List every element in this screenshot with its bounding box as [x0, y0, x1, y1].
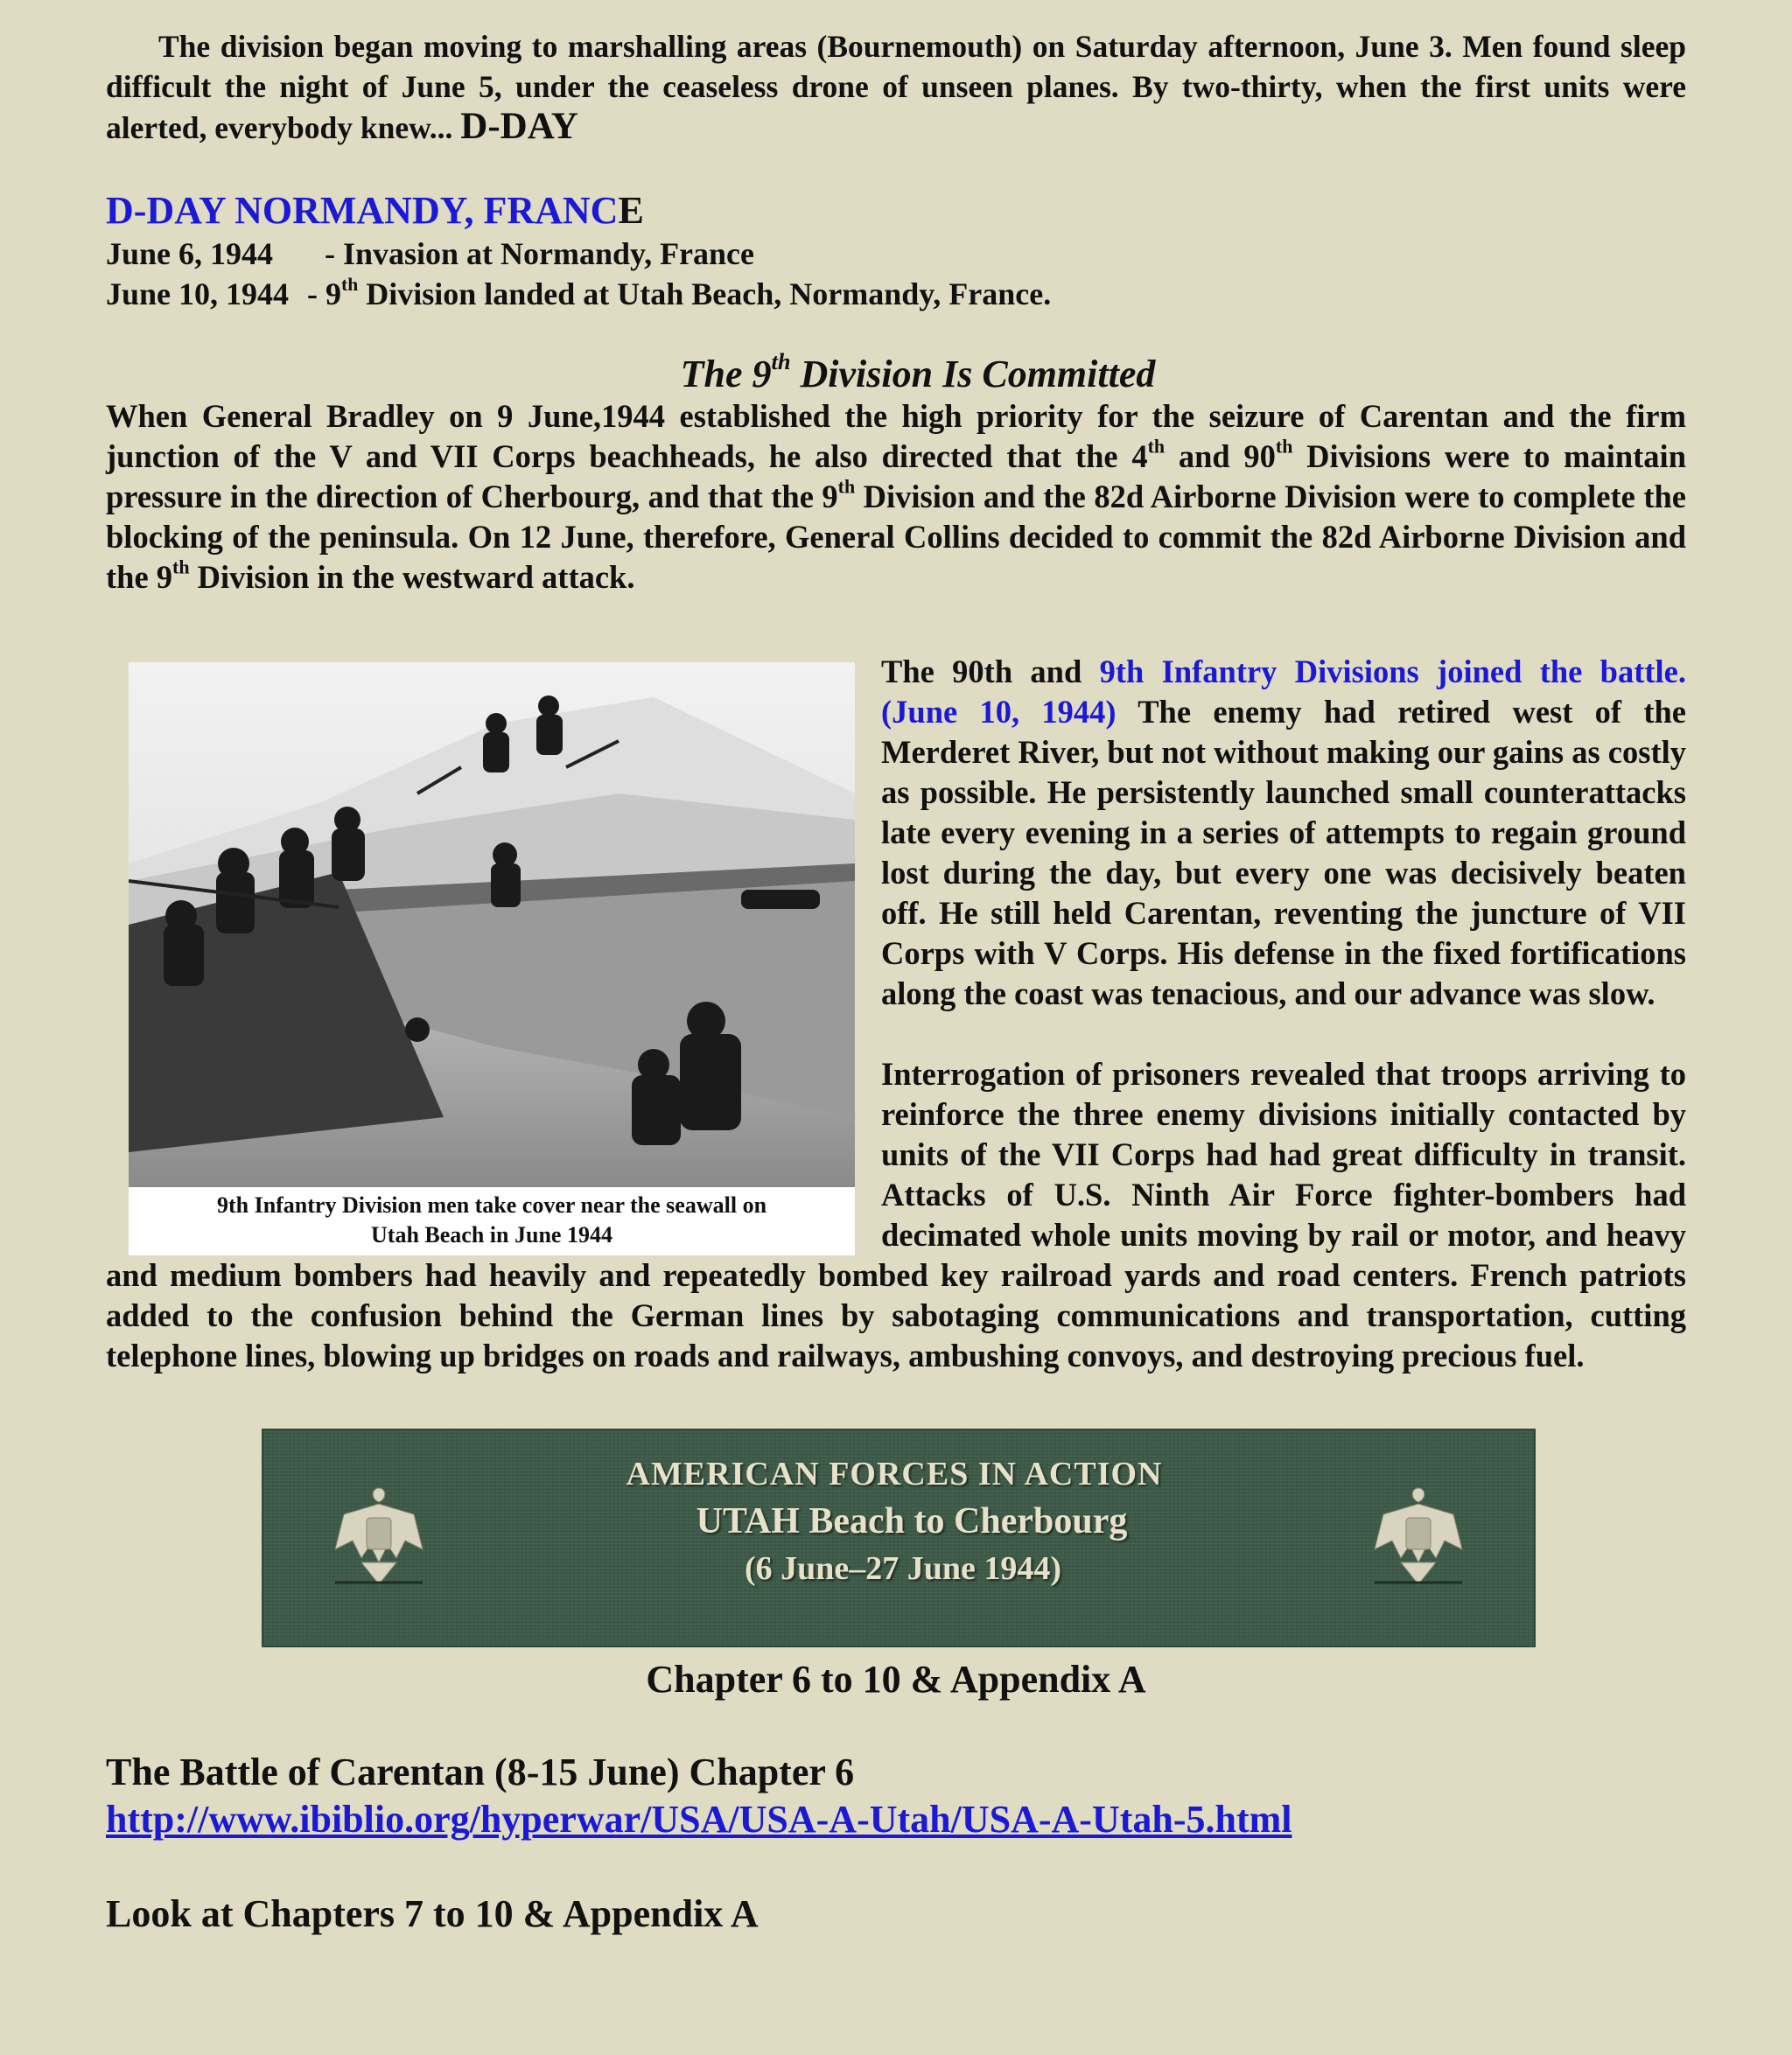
committed-sup-4: th — [172, 556, 190, 578]
beach-photo — [129, 662, 855, 1255]
battle-text: The enemy had retired west of the Merderet River, but not without making our gains as costly as possible. He persistently launched small counterattacks late every evening in a series of attempts to regain ground lost during the day, but every one was decisively beaten off. He still held Carentan, reventing the juncture of VII Corps with V Corps. His defense in the fixed fortifications along the coast was tenacious, and our advance was slow. — [881, 694, 1687, 1011]
photo-caption-line-1: 9th Infantry Division men take cover near the seawall on — [216, 1192, 767, 1218]
battle-section — [106, 652, 1686, 1376]
banner-series-title: AMERICAN FORCES IN ACTION — [626, 1456, 1163, 1492]
chapter-heading: Chapter 6 to 10 & Appendix A — [646, 1658, 1146, 1701]
date-value: June 10, 1944 — [106, 276, 290, 311]
section-title — [106, 188, 1686, 234]
committed-title-b: Division Is Committed — [790, 353, 1156, 395]
committed-sup-2: th — [1275, 435, 1293, 458]
beach-photo-image — [129, 662, 855, 1187]
committed-paragraph — [106, 396, 1686, 598]
document-page — [106, 0, 1686, 1938]
committed-sup-1: th — [1147, 435, 1166, 458]
date-row — [106, 234, 1686, 274]
committed-title — [106, 348, 1686, 396]
date-row — [106, 274, 1686, 314]
banner-date-range: (6 June–27 June 1944) — [744, 1550, 1062, 1587]
book-banner — [262, 1429, 1536, 1647]
date-description: - 9 — [307, 276, 341, 311]
chapter-6-link[interactable]: http://www.ibiblio.org/hyperwar/USA/USA-A-Utah/USA-A-Utah-5.html — [106, 1798, 1292, 1841]
committed-text-5: Division in the westward attack. — [189, 559, 635, 595]
section-title-last-letter: E — [618, 189, 644, 232]
committed-text-3: Divisions were to maintain pressure in the direction of Cherbourg, and that the 9 — [106, 438, 1686, 514]
committed-text-4: Division and the 82d Airborne Division were to complete the blocking of the peninsula. On 12 June, therefore, General Collins decided to commit the 82d Airborne Division and the 9 — [106, 479, 1686, 595]
battle-lead: The 90th and — [881, 654, 1100, 689]
banner-book-title: UTAH Beach to Cherbourg — [696, 1501, 1128, 1541]
intro-paragraph — [106, 26, 1686, 148]
date-value: June 6, 1944 — [106, 236, 274, 271]
look-at-chapters-heading: Look at Chapters 7 to 10 & Appendix A — [106, 1892, 759, 1935]
dday-label: D-DAY — [460, 106, 578, 147]
date-list — [106, 234, 1686, 314]
battle-paragraph-2: Interrogation of prisoners revealed that troops arriving to reinforce the three enemy divisions initially contacted by units of the VII Corps had had great difficulty in transit. Attacks of U.S. Ninth Air Force fighter-bombers had decimated whole units moving by rail or motor, and heavy and medium bombers had heavily and repeatedly bombed key railroad yards and road centers. French patriots added to the confusion behind the German lines by sabotaging communications and transportation, cutting telephone lines, blowing up bridges on roads and railways, ambushing convoys, and destroying precious fuel. — [106, 1056, 1686, 1373]
intro-text: The division began moving to marshalling areas (Bournemouth) on Saturday afternoon, June 3. Men found sleep difficult the night of June 5, under the ceaseless drone of unseen planes. By two-thirty, when the first units were alerted, everybody knew... — [106, 29, 1686, 145]
photo-caption-line-2: Utah Beach in June 1944 — [371, 1222, 612, 1248]
battle-highlight: 9th Infantry Divisions joined the battle. (June 10, 1944) — [881, 654, 1686, 730]
date-superscript: th — [341, 273, 359, 295]
committed-title-a: The 9 — [680, 353, 772, 395]
battle-of-carentan-heading: The Battle of Carentan (8-15 June) Chapter 6 — [106, 1751, 855, 1793]
committed-title-sup: th — [771, 348, 791, 375]
committed-text-1: When General Bradley on 9 June,1944 established the high priority for the seizure of Carentan and the firm junction of the V and VII Corps beachheads, he also directed that the 4 — [106, 398, 1686, 474]
committed-sup-3: th — [837, 475, 856, 498]
photo-caption — [129, 1191, 855, 1250]
date-description: - Invasion at Normandy, France — [325, 236, 755, 271]
date-description-rest: Division landed at Utah Beach, Normandy, France. — [358, 276, 1052, 311]
section-title-main: D-DAY NORMANDY, FRANC — [106, 189, 619, 232]
committed-text-2: and 90 — [1165, 438, 1276, 474]
